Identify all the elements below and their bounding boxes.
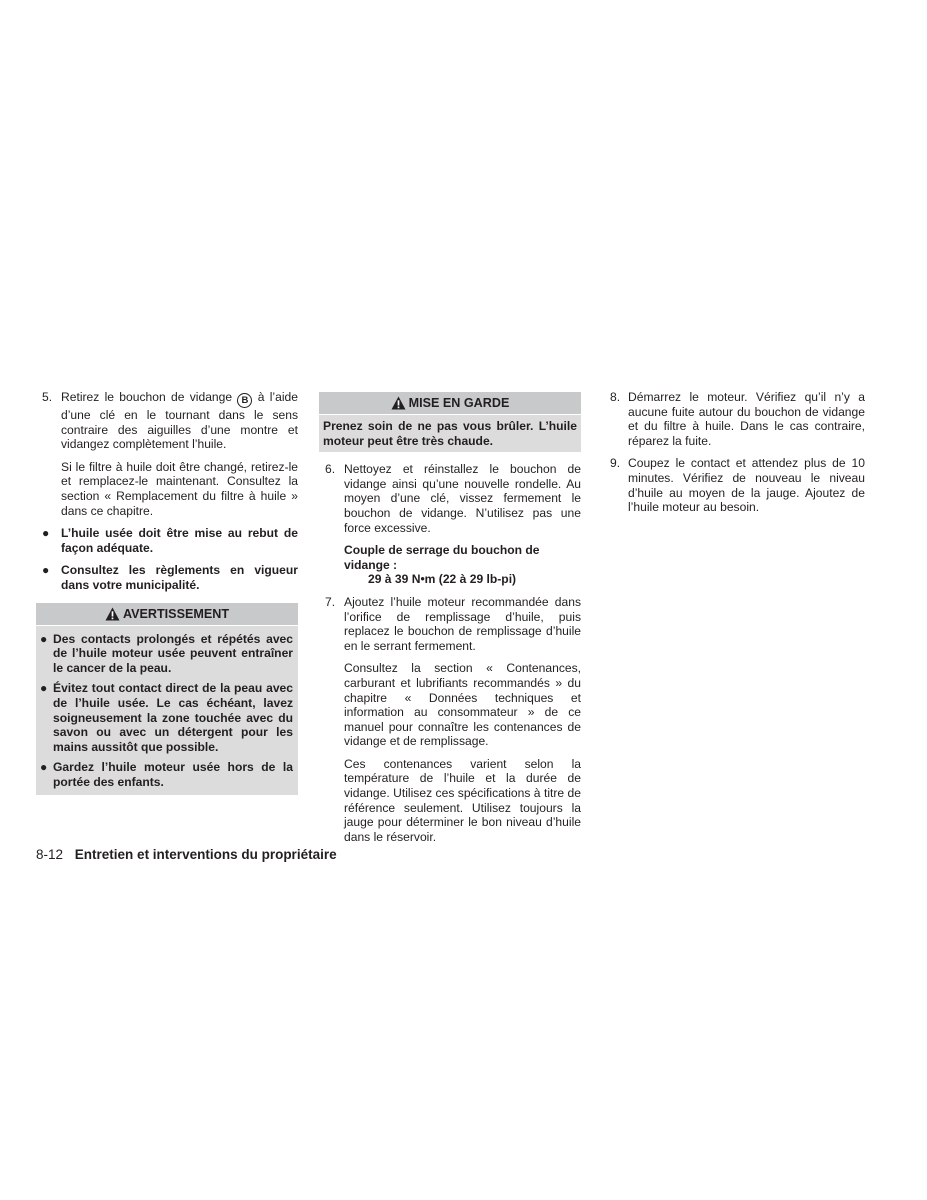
caution-header — [319, 392, 581, 415]
bullet-icon: ● — [40, 631, 48, 646]
torque-value: 29 à 39 N•m (22 à 29 lb-pi) — [368, 572, 517, 587]
bullet-icon: ● — [42, 563, 50, 578]
step-number: 7. — [325, 594, 336, 609]
step-8 — [608, 390, 865, 448]
bullet-icon: ● — [40, 681, 48, 696]
step-9 — [608, 456, 865, 514]
callout-b-marker: B — [237, 393, 252, 408]
warning-item: ● Évitez tout contact direct de la peau avec de l’huile usée. Le cas échéant, lavez soigneusement la zone touchée avec du savon ou avec un détergent pour les mains aussitôt que possible. — [40, 681, 293, 754]
step-number: 8. — [610, 390, 621, 404]
chapter-title: Entretien et interventions du propriétaire — [74, 847, 337, 862]
step-paragraph: Nettoyez et réinstallez le bouchon de vidange ainsi qu’une nouvelle rondelle. Au moyen d’une clé, vissez fermement le bouchon de vidange. N’utilisez pas une force excessive. — [344, 462, 581, 535]
step-number: 6. — [325, 462, 336, 477]
step-paragraph: Ces contenances varient selon la température de l’huile et la durée de vidange. Utilisez ces spécifications à titre de référence seulement. Utilisez toujours la jauge pour déterminer le bon niveau d’huile dans le réservoir. — [344, 756, 581, 844]
warning-title: AVERTISSEMENT — [122, 606, 230, 621]
caution-title: MISE EN GARDE — [408, 396, 510, 410]
step-body — [628, 456, 865, 514]
step-number: 9. — [610, 456, 621, 471]
column-middle — [319, 390, 581, 852]
warning-item: ● Des contacts prolongés et répétés avec de l’huile moteur usée peuvent entraîner le cancer de la peau. — [40, 631, 293, 675]
bullet-item: ● Consultez les règlements en vigueur dans votre municipalité. — [42, 563, 298, 592]
step-7 — [319, 595, 581, 845]
bullet-icon: ● — [40, 760, 48, 775]
warning-icon — [391, 396, 406, 410]
step-body — [61, 390, 298, 518]
bullet-icon: ● — [42, 526, 50, 541]
caution-text: Prenez soin de ne pas vous brûler. L’huile moteur peut être très chaude. — [323, 419, 577, 448]
step-paragraph: Consultez la section « Contenances, carburant et lubrifiants recommandés » du chapitre « Données techniques et information au consommateur » de ce manuel pour connaître les contenances de vidange et de remplissage. — [344, 661, 581, 749]
step-body — [344, 595, 581, 845]
step-5 — [36, 390, 298, 518]
page-footer — [36, 847, 337, 862]
column-left — [36, 390, 298, 795]
step-paragraph: Si le filtre à huile doit être changé, retirez-le et remplacez-le maintenant. Consultez la section « Remplacement du filtre à huile » dans ce chapitre. — [61, 459, 298, 518]
page-number: 8-12 — [36, 847, 64, 862]
step-body — [628, 390, 865, 448]
step-paragraph: Coupez le contact et attendez plus de 10 minutes. Vérifiez de nouveau le niveau d’huile au moyen de la jauge. Ajoutez de l’huile moteur au besoin. — [628, 456, 865, 515]
step-body — [344, 462, 581, 587]
caution-box — [319, 392, 581, 452]
column-right — [608, 390, 865, 523]
bullet-item: ● L’huile usée doit être mise au rebut de façon adéquate. — [42, 526, 298, 555]
step-paragraph: Retirez le bouchon de vidange B à l’aide d’une clé en le tournant dans le sens contraire des aiguilles d’une montre et vidangez complètement l’huile. — [61, 390, 298, 452]
step-paragraph: Ajoutez l’huile moteur recommandée dans l’orifice de remplissage d’huile, puis replacez le bouchon de remplissage d’huile en le serrant fermement. — [344, 594, 581, 653]
step-number: 5. — [42, 390, 53, 404]
torque-spec — [344, 543, 581, 587]
warning-item: ● Gardez l’huile moteur usée hors de la portée des enfants. — [40, 760, 293, 789]
warning-header — [36, 603, 298, 626]
step-paragraph: Démarrez le moteur. Vérifiez qu’il n’y a aucune fuite autour du bouchon de vidange et du filtre à huile. Dans le cas contraire, réparez la fuite. — [628, 390, 865, 448]
warning-icon — [105, 607, 120, 621]
warning-box — [36, 603, 298, 796]
torque-label: Couple de serrage du bouchon de vidange : — [344, 543, 540, 572]
step-6 — [319, 462, 581, 587]
